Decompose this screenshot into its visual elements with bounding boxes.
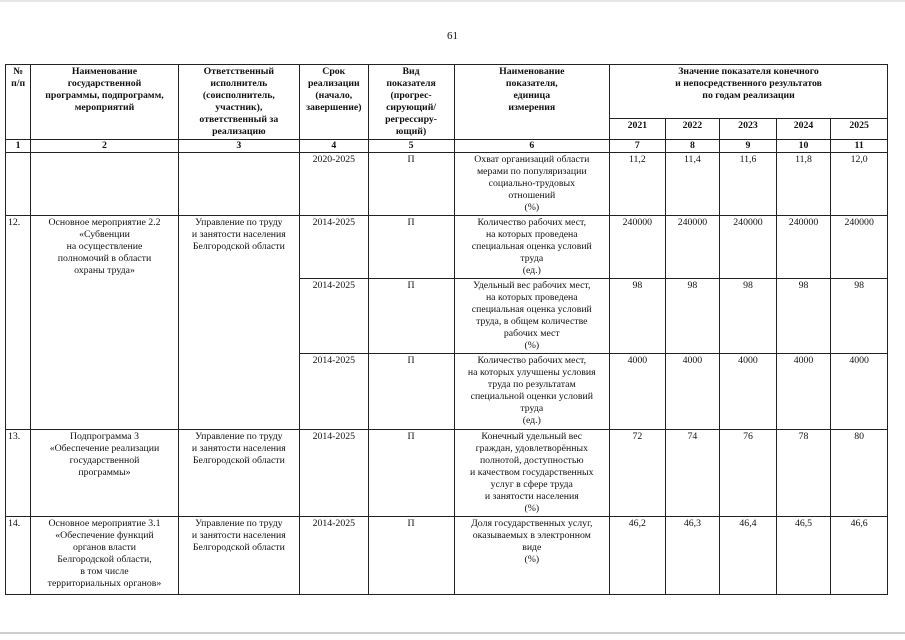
page-number: 61 xyxy=(447,30,458,42)
row-executor: Управление по труду и занятости населения Белгородской области xyxy=(178,517,299,595)
table-row xyxy=(6,517,888,595)
row-value: 98 xyxy=(720,279,777,354)
row-value: 4000 xyxy=(610,354,666,430)
row-value: 46,6 xyxy=(831,517,888,595)
row-value: 240000 xyxy=(665,216,720,279)
row-name: Основное мероприятие 3.1 «Обеспечение функций органов власти Белгородской области, в том числе территориальных органов» xyxy=(31,517,178,595)
row-indicator: Количество рабочих мест, на которых улучшены условия труда по результатам специальной оценки условий труда (ед.) xyxy=(454,354,610,430)
row-indicator: Конечный удельный вес граждан, удовлетворённых полнотой, доступностью и качеством государственных услуг в сфере труда и занятости населения (%) xyxy=(454,430,610,517)
row-value: 76 xyxy=(720,430,777,517)
header-year: 2021 xyxy=(610,119,666,140)
row-value: 4000 xyxy=(831,354,888,430)
row-num-cell xyxy=(6,153,31,216)
row-value: 11,2 xyxy=(610,153,666,216)
row-value: 72 xyxy=(610,430,666,517)
row-value: 98 xyxy=(831,279,888,354)
row-name-cell xyxy=(31,153,178,216)
table-row xyxy=(6,153,888,216)
row-value: 240000 xyxy=(720,216,777,279)
header-year: 2025 xyxy=(831,119,888,140)
column-number: 6 xyxy=(454,140,610,153)
column-number: 11 xyxy=(831,140,888,153)
column-number: 1 xyxy=(6,140,31,153)
row-value: 46,5 xyxy=(776,517,831,595)
row-value: 98 xyxy=(610,279,666,354)
header-year: 2022 xyxy=(665,119,720,140)
top-scan-edge xyxy=(0,0,905,2)
row-num: 12. xyxy=(6,216,31,430)
row-num: 14. xyxy=(6,517,31,595)
row-value: 98 xyxy=(665,279,720,354)
row-value: 240000 xyxy=(776,216,831,279)
row-type: П xyxy=(368,517,454,595)
column-number: 7 xyxy=(610,140,666,153)
row-term: 2014-2025 xyxy=(299,430,368,517)
column-number: 5 xyxy=(368,140,454,153)
row-name: Подпрограмма 3 «Обеспечение реализации государственной программы» xyxy=(31,430,178,517)
header-executor: Ответственный исполнитель (соисполнитель, участник), ответственный за реализацию xyxy=(178,65,299,140)
row-executor: Управление по труду и занятости населения Белгородской области xyxy=(178,216,299,430)
row-term: 2014-2025 xyxy=(299,354,368,430)
table-row xyxy=(6,216,888,279)
row-indicator: Удельный вес рабочих мест, на которых проведена специальная оценка условий труда, в общем количестве рабочих мест (%) xyxy=(454,279,610,354)
row-value: 240000 xyxy=(831,216,888,279)
row-executor-cell xyxy=(178,153,299,216)
row-value: 240000 xyxy=(610,216,666,279)
column-number: 8 xyxy=(665,140,720,153)
row-term: 2014-2025 xyxy=(299,216,368,279)
row-name: Основное мероприятие 2.2 «Субвенции на осуществление полномочий в области охраны труда» xyxy=(31,216,178,430)
row-value: 78 xyxy=(776,430,831,517)
row-term: 2020-2025 xyxy=(299,153,368,216)
column-number: 2 xyxy=(31,140,178,153)
row-value: 4000 xyxy=(776,354,831,430)
header-year: 2023 xyxy=(720,119,777,140)
header-type: Вид показателя (прогрес- сирующий/ регрессиру- ющий) xyxy=(368,65,454,140)
header-row xyxy=(6,65,888,119)
column-number: 4 xyxy=(299,140,368,153)
header-year: 2024 xyxy=(776,119,831,140)
row-term: 2014-2025 xyxy=(299,517,368,595)
row-value: 46,3 xyxy=(665,517,720,595)
header-indicator: Наименование показателя, единица измерения xyxy=(454,65,610,140)
column-number: 9 xyxy=(720,140,777,153)
row-type: П xyxy=(368,153,454,216)
row-value: 80 xyxy=(831,430,888,517)
row-indicator: Количество рабочих мест, на которых проведена специальная оценка условий труда (ед.) xyxy=(454,216,610,279)
header-term: Срок реализации (начало, завершение) xyxy=(299,65,368,140)
row-term: 2014-2025 xyxy=(299,279,368,354)
row-type: П xyxy=(368,430,454,517)
row-num: 13. xyxy=(6,430,31,517)
row-value: 12,0 xyxy=(831,153,888,216)
row-indicator: Доля государственных услуг, оказываемых в электронном виде (%) xyxy=(454,517,610,595)
column-number: 3 xyxy=(178,140,299,153)
row-value: 4000 xyxy=(720,354,777,430)
indicators-table xyxy=(5,64,888,595)
table-row xyxy=(6,430,888,517)
row-value: 46,4 xyxy=(720,517,777,595)
bottom-scan-edge xyxy=(0,632,905,634)
row-indicator: Охват организаций области мерами по популяризации социально-трудовых отношений (%) xyxy=(454,153,610,216)
row-type: П xyxy=(368,216,454,279)
row-type: П xyxy=(368,279,454,354)
row-value: 46,2 xyxy=(610,517,666,595)
row-type: П xyxy=(368,354,454,430)
header-num: № п/п xyxy=(6,65,31,140)
column-numbering-row xyxy=(6,140,888,153)
row-value: 74 xyxy=(665,430,720,517)
row-value: 11,6 xyxy=(720,153,777,216)
row-value: 4000 xyxy=(665,354,720,430)
column-number: 10 xyxy=(776,140,831,153)
row-executor: Управление по труду и занятости населения Белгородской области xyxy=(178,430,299,517)
row-value: 98 xyxy=(776,279,831,354)
header-values: Значение показателя конечного и непосредственного результатов по годам реализации xyxy=(610,65,888,119)
row-value: 11,8 xyxy=(776,153,831,216)
row-value: 11,4 xyxy=(665,153,720,216)
header-name: Наименование государственной программы, подпрограмм, мероприятий xyxy=(31,65,178,140)
